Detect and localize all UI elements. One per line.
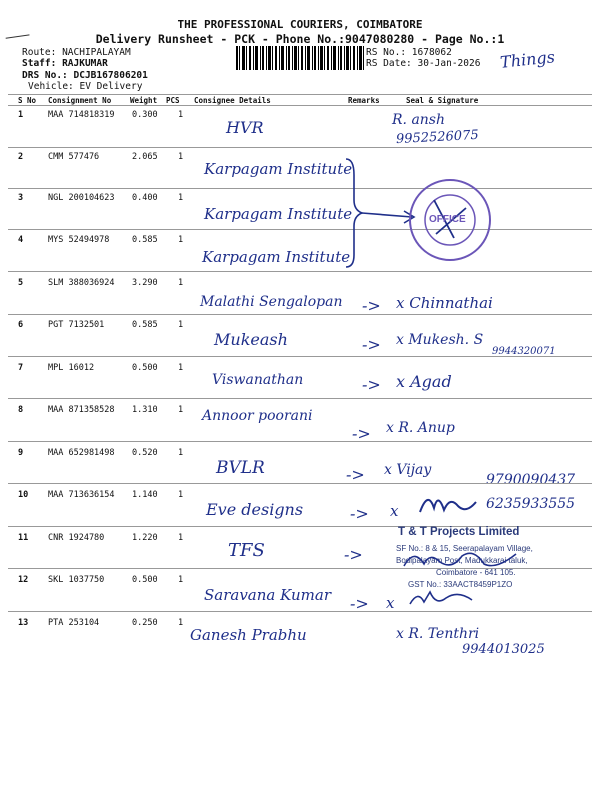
row-weight: 3.290	[132, 278, 158, 288]
row-consignment: MYS 52494978	[48, 235, 110, 245]
row-consignee: Annoor poorani	[202, 408, 313, 424]
drs-label: DRS No.:	[22, 70, 68, 81]
row-sno: 2	[18, 152, 24, 162]
col-consignment: Consignment No	[48, 96, 112, 105]
vehicle-value: EV Delivery	[79, 81, 143, 92]
row-weight: 0.250	[132, 618, 158, 628]
rs-no-line	[366, 47, 452, 58]
row-consignee: BVLR	[216, 458, 265, 478]
row-remark: ->	[362, 335, 381, 354]
staff-line	[22, 58, 108, 69]
row-divider	[8, 611, 592, 612]
row-sno: 5	[18, 278, 24, 288]
row-sno: 13	[18, 618, 29, 628]
row-pcs: 1	[178, 618, 184, 628]
row-consignment: NGL 200104623	[48, 193, 115, 203]
seal-line3: Coimbatore - 641 105.	[436, 568, 516, 577]
row-weight: 0.585	[132, 320, 158, 330]
col-sno: S No	[18, 96, 37, 105]
row-consignment: SLM 388036924	[48, 278, 115, 288]
rs-date-line	[366, 58, 480, 69]
row-divider	[8, 483, 592, 484]
row-weight: 2.065	[132, 152, 158, 162]
row-signature: x	[390, 502, 399, 520]
row-phone: 9944013025	[462, 642, 545, 657]
row-consignee: Karpagam Institute	[202, 248, 351, 266]
row-pcs: 1	[178, 235, 184, 245]
row-signature: x R. Anup	[386, 420, 455, 436]
rs-date-label: RS Date:	[366, 58, 412, 69]
header-bottom-rule	[8, 105, 592, 106]
route-line	[22, 47, 131, 58]
vehicle-line	[28, 81, 142, 92]
route-label: Route:	[22, 47, 57, 58]
signature-scribble	[418, 488, 478, 516]
row-sno: 9	[18, 448, 24, 458]
row-consignment: CMM 577476	[48, 152, 100, 162]
row-signature: x Agad	[396, 372, 452, 391]
row-sno: 7	[18, 363, 24, 373]
row-pcs: 1	[178, 278, 184, 288]
row-weight: 0.500	[132, 363, 158, 373]
row-pcs: 1	[178, 320, 184, 330]
col-remarks: Remarks	[348, 96, 380, 105]
row-signature: x	[386, 594, 395, 612]
row-consignment: MPL 16012	[48, 363, 95, 373]
row-pcs: 1	[178, 405, 184, 415]
route-value: NACHIPALAYAM	[62, 47, 131, 58]
row-consignment: CNR 1924780	[48, 533, 105, 543]
row-pcs: 1	[178, 193, 184, 203]
header-top-rule	[8, 94, 592, 95]
row-sno: 6	[18, 320, 24, 330]
row-weight: 1.140	[132, 490, 158, 500]
row-consignee: Mukeash	[214, 330, 288, 349]
row-consignee: HVR	[226, 118, 264, 137]
row-consignment: PTA 253104	[48, 618, 100, 628]
row-sno: 1	[18, 110, 24, 120]
row-divider	[8, 441, 592, 442]
row-consignment: MAA 714818319	[48, 110, 115, 120]
row-phone: 9944320071	[492, 346, 556, 357]
stamp-center-text: OFFICE	[429, 214, 466, 225]
row-weight: 1.220	[132, 533, 158, 543]
row-divider	[8, 229, 592, 230]
row-remark: ->	[344, 545, 363, 564]
vehicle-label: Vehicle:	[28, 81, 74, 92]
row-pcs: 1	[178, 363, 184, 373]
row-divider	[8, 271, 592, 272]
row-signature: x Mukesh. S	[396, 332, 484, 348]
row-pcs: 1	[178, 533, 184, 543]
row-signature: x R. Tenthri	[396, 626, 480, 642]
row-weight: 0.520	[132, 448, 158, 458]
row-signature: R. ansh	[392, 112, 446, 128]
row-consignee: Saravana Kumar	[204, 586, 331, 604]
col-consignee: Consignee Details	[194, 96, 271, 105]
row-divider	[8, 147, 592, 148]
staff-label: Staff:	[22, 58, 57, 69]
row-consignee: Eve designs	[206, 500, 304, 519]
rs-date-value: 30-Jan-2026	[417, 58, 481, 69]
row-consignee: Ganesh Prabhu	[190, 626, 307, 644]
rs-no-value: 1678062	[411, 47, 452, 58]
company-title: THE PROFESSIONAL COURIERS, COIMBATORE	[177, 18, 423, 31]
row-divider	[8, 356, 592, 357]
row-pcs: 1	[178, 575, 184, 585]
row-consignee: Malathi Sengalopan	[200, 294, 343, 310]
row-divider	[8, 568, 592, 569]
row-signature: x Vijay	[384, 462, 432, 478]
row-sno: 11	[18, 533, 29, 543]
row-consignee: TFS	[228, 540, 265, 561]
row-weight: 0.585	[132, 235, 158, 245]
row-consignment: MAA 652981498	[48, 448, 115, 458]
row-remark: ->	[362, 375, 381, 394]
seal-line2: Bodipalayam Post, Madukkarai taluk,	[396, 556, 528, 565]
row-remark: ->	[346, 465, 365, 484]
row-weight: 0.300	[132, 110, 158, 120]
seal-company: T & T Projects Limited	[398, 526, 520, 538]
row-phone: 6235933555	[486, 496, 576, 512]
row-consignment: PGT 7132501	[48, 320, 105, 330]
col-weight: Weight	[130, 96, 158, 105]
row-remark: ->	[362, 296, 381, 315]
row-consignment: MAA 713636154	[48, 490, 115, 500]
row-signature: x Chinnathai	[396, 294, 493, 312]
row-consignee: Viswanathan	[212, 372, 304, 388]
row-weight: 1.310	[132, 405, 158, 415]
row-remark: ->	[350, 504, 369, 523]
runsheet-subtitle: Delivery Runsheet - PCK - Phone No.:9047080280 - Page No.:1	[95, 32, 505, 46]
col-pcs: PCS	[166, 96, 180, 105]
row-sno: 4	[18, 235, 24, 245]
drs-value: DCJB167806201	[73, 70, 148, 81]
row-sno: 3	[18, 193, 24, 203]
seal-line1: SF No.: 8 & 15, Seerapalayam Village,	[396, 544, 533, 553]
row-sno: 8	[18, 405, 24, 415]
row-divider	[8, 398, 592, 399]
row-divider	[8, 188, 592, 189]
row-divider	[8, 314, 592, 315]
barcode	[236, 46, 364, 70]
row-pcs: 1	[178, 110, 184, 120]
row-consignment: MAA 871358528	[48, 405, 115, 415]
row-pcs: 1	[178, 490, 184, 500]
col-seal: Seal & Signature	[406, 96, 479, 105]
row-phone: 9952526075	[395, 127, 480, 148]
signature-scribble	[406, 586, 476, 610]
row-remark: ->	[350, 594, 369, 613]
row-consignee: Karpagam Institute	[204, 160, 353, 178]
rs-no-label: RS No.:	[366, 47, 407, 58]
handwritten-note: Things	[499, 47, 556, 72]
row-pcs: 1	[178, 448, 184, 458]
row-pcs: 1	[178, 152, 184, 162]
seal-gst: GST No.: 33AACT8459P1ZO	[408, 580, 513, 589]
row-remark: ->	[352, 424, 371, 443]
row-consignee: Karpagam Institute	[204, 205, 353, 223]
staff-value: RAJKUMAR	[62, 58, 108, 69]
drs-line	[22, 70, 148, 81]
row-sno: 12	[18, 575, 29, 585]
row-weight: 0.500	[132, 575, 158, 585]
row-sno: 10	[18, 490, 29, 500]
row-phone: 9790090437	[486, 472, 576, 488]
row-weight: 0.400	[132, 193, 158, 203]
row-consignment: SKL 1037750	[48, 575, 105, 585]
